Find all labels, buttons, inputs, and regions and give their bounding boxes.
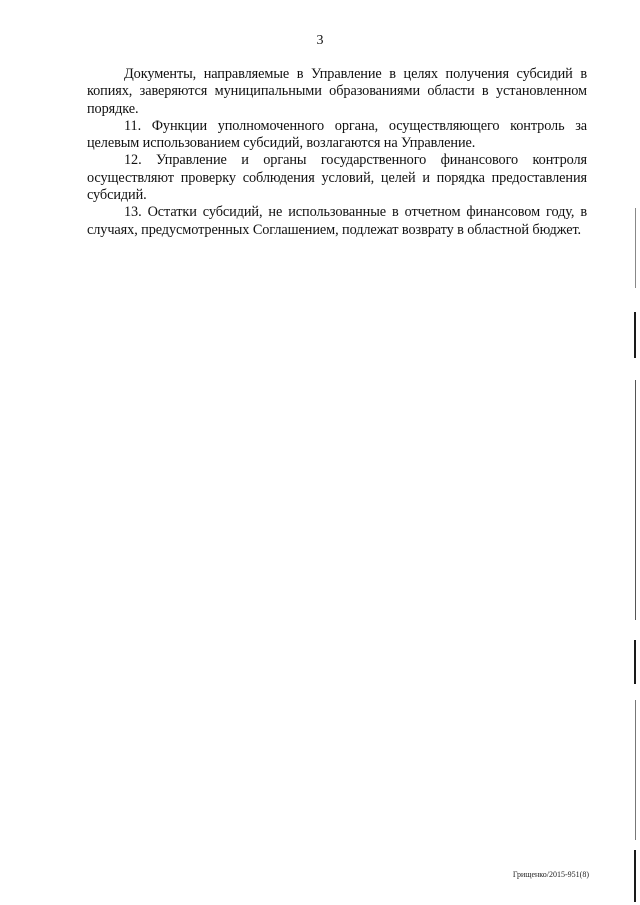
paragraph: 13. Остатки субсидий, не использованные в отчетном финансовом году, в случаях, предусмотренных Соглашением, подлежат возврату в областной бюджет. bbox=[87, 204, 587, 238]
scan-edge-mark bbox=[634, 312, 636, 358]
paragraph: 12. Управление и органы государственного финансового контроля осуществляют проверку соблюдения условий, целей и порядка предоставления субсидий. bbox=[87, 152, 587, 204]
scan-edge-mark bbox=[634, 640, 636, 684]
scan-edge-mark bbox=[635, 380, 636, 620]
paragraph: Документы, направляемые в Управление в целях получения субсидий в копиях, заверяются муниципальными образованиями области в установленном порядке. bbox=[87, 66, 587, 117]
scan-edge-mark bbox=[634, 850, 636, 902]
document-body bbox=[87, 66, 587, 239]
page-number: 3 bbox=[316, 33, 324, 48]
footer-document-code: Грищенко/2015-951(8) bbox=[512, 870, 589, 879]
scan-edge-mark bbox=[635, 700, 636, 840]
scan-edge-mark bbox=[635, 208, 636, 288]
paragraph: 11. Функции уполномоченного органа, осуществляющего контроль за целевым использованием субсидий, возлагаются на Управление. bbox=[87, 117, 587, 152]
